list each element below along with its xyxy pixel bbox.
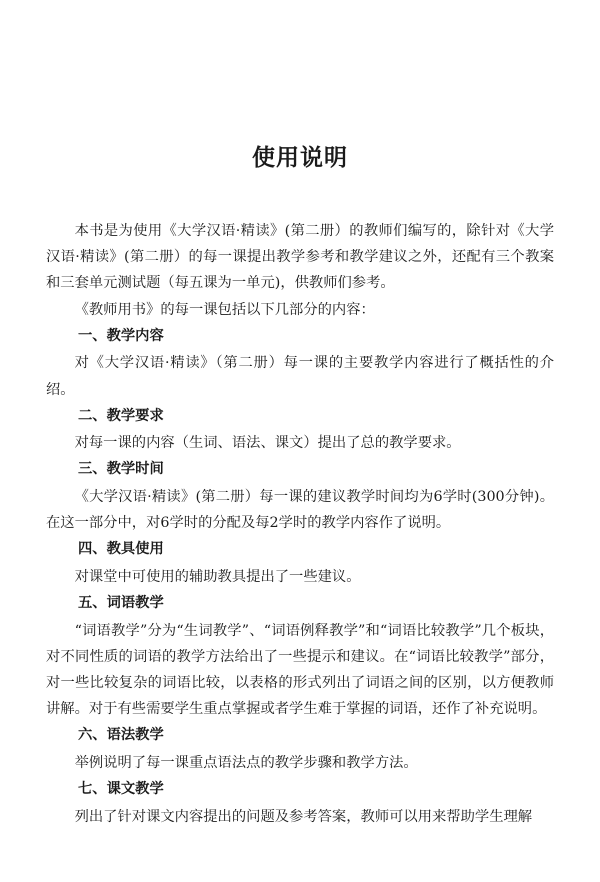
section-grammar-teaching: [46, 722, 554, 776]
section-heading: 三、教学时间: [78, 461, 164, 478]
document-body: [46, 218, 554, 830]
section-text: 《大学汉语·精读》(第二册）每一课的建议教学时间均为6学时(300分钟)。在这一部分中，对6学时的分配及每2学时的教学内容作了说明。: [46, 488, 554, 532]
section-heading: 七、课文教学: [78, 781, 164, 798]
section-heading: 五、词语教学: [78, 595, 164, 612]
section-heading: 六、语法教学: [78, 727, 164, 744]
section-heading: 二、教学要求: [78, 407, 164, 424]
section-text: 对课堂中可使用的辅助教具提出了一些建议。: [74, 568, 361, 585]
section-teaching-content: [46, 323, 554, 403]
page-title: 使用说明: [252, 145, 348, 171]
section-text: 举例说明了每一课重点语法点的教学步骤和教学方法。: [74, 754, 418, 771]
section-text: 列出了针对课文内容提出的问题及参考答案，教师可以用来帮助学生理解: [74, 808, 533, 825]
section-heading: 一、教学内容: [78, 327, 164, 344]
section-teaching-aids: [46, 536, 554, 590]
section-text-teaching: [46, 776, 554, 830]
section-teaching-time: [46, 456, 554, 536]
section-text: “词语教学”分为“生词教学”、“词语例释教学”和“词语比较教学”几个板块，对不同性质的词语的教学方法给出了一些提示和建议。在“词语比较教学”部分，对一些比较复杂的词语比较，以表格的形式列出了词语之间的区别，以方便教师讲解。对于有些需要学生重点掌握或者学生难于掌握的词语，还作了补充说明。: [46, 622, 554, 718]
section-text: 对《大学汉语·精读》（第二册）每一课的主要教学内容进行了概括性的介绍。: [46, 355, 554, 398]
section-heading: 四、教具使用: [78, 541, 164, 558]
section-text: 对每一课的内容（生词、语法、课文）提出了总的教学要求。: [74, 435, 461, 452]
section-vocabulary-teaching: [46, 590, 554, 722]
section-teaching-requirements: [46, 403, 554, 457]
intro-paragraph-2: 《教师用书》的每一课包括以下几部分的内容：: [74, 301, 375, 318]
intro-paragraph-1: 本书是为使用《大学汉语·精读》(第二册）的教师们编写的，除针对《大学汉语·精读》(第二册）的每一课提出教学参考和教学建议之外，还配有三个教案和三套单元测试题（每五课为一单元)，供教师们参考。: [46, 223, 554, 292]
